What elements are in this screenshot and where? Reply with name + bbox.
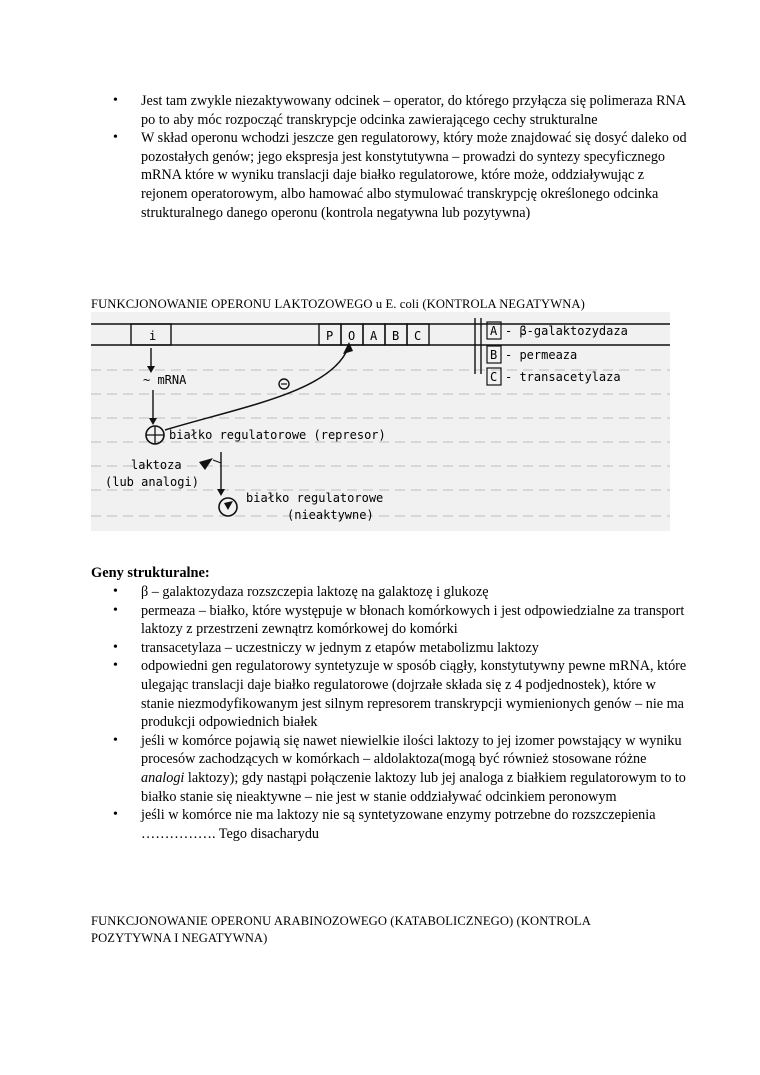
list-item: • jeśli w komórce nie ma laktozy nie są syntetyzowane enzymy potrzebne do rozszczepienia ……………. Tego disacharydu xyxy=(92,806,692,843)
inactive-protein-label: białko regulatorowe xyxy=(246,491,384,505)
ara-operon-title: FUNKCJONOWANIE OPERONU ARABINOZOWEGO (KATABOLICZNEGO) (KONTROLA POZYTYWNA I NEGATYWNA) xyxy=(91,914,591,945)
gene-o-label: O xyxy=(348,329,356,343)
list-item: • β – galaktozydaza rozszczepia laktozę na galaktozę i glukozę xyxy=(92,583,692,602)
lac-operon-diagram xyxy=(91,312,670,531)
intro-bullet-list xyxy=(92,92,692,222)
inactive-protein-sub-label: (nieaktywne) xyxy=(287,508,374,522)
inducer-sub-label: (lub analogi) xyxy=(105,475,199,489)
bullet5-italic: analogi xyxy=(141,769,185,786)
repressor-label: białko regulatorowe (represor) xyxy=(169,428,386,442)
gene-c-label: C xyxy=(414,329,422,343)
legend-gene-c: C xyxy=(490,370,498,384)
bullet5-text-2: laktozy); gdy nastąpi połączenie laktozy lub jej analoga z białkiem regulatorowym to to białko stanie się nieaktywne – nie jest w stanie oddziaływać odcinkiem peronowym xyxy=(141,769,686,805)
legend-text-b: - permeaza xyxy=(505,348,578,362)
legend-text-a: - β-galaktozydaza xyxy=(505,324,628,338)
legend-gene-a: A xyxy=(490,324,498,338)
list-item: • transacetylaza – uczestniczy w jednym z etapów metabolizmu laktozy xyxy=(92,639,692,658)
gene-a-label: A xyxy=(370,329,378,343)
list-item: • odpowiedni gen regulatorowy syntetyzuje w sposób ciągły, konstytutywny pewne mRNA, które ulegając translacji daje białko regulatorowe (dojrzałe składa się z 4 podjednostek), które w stanie niezmodyfikowanym jest silnym represorem transkrypcji wymienionych genów – nie ma produkcji odpowiednich białek xyxy=(92,657,692,731)
inducer-label: laktoza xyxy=(131,458,182,472)
lac-operon-title: FUNKCJONOWANIE OPERONU LAKTOZOWEGO u E. coli (KONTROLA NEGATYWNA) xyxy=(91,297,585,311)
gene-b-label: B xyxy=(392,329,400,343)
legend-text-c: - transacetylaza xyxy=(505,370,621,384)
bullet5-text-1: jeśli w komórce pojawią się nawet niewielkie ilości laktozy to jej izomer powstający w wyniku procesów zachodzących w komórkach – aldolaktoza(mogą być również stosowane różne xyxy=(141,732,682,768)
mrna-label: ~ mRNA xyxy=(143,373,187,387)
structural-genes-list xyxy=(92,583,692,843)
gene-p-label: P xyxy=(326,329,334,343)
structural-genes-heading: Geny strukturalne: xyxy=(91,565,210,581)
list-item: • Jest tam zwykle niezaktywowany odcinek – operator, do którego przyłącza się polimeraza RNA po to aby móc rozpocząć transkrypcje odcinka zawierającego cechy strukturalne xyxy=(92,92,692,129)
legend-gene-b: B xyxy=(490,348,498,362)
gene-i-label: i xyxy=(149,329,157,343)
list-item: • W skład operonu wchodzi jeszcze gen regulatorowy, który może znajdować się dosyć daleko od pozostałych genów; jego ekspresja jest konstytutywna – prowadzi do syntezy specyficznego mRNA które w wyniku translacji daje białko regulatorowe, które może, oddziaływując z rejonem operatorowym, albo hamować albo stymulować transkrypcję określonego odcinka strukturalnego danego operonu (kontrola negatywna lub pozytywna) xyxy=(92,129,692,222)
list-item: • permeaza – białko, które występuje w błonach komórkowych i jest odpowiedzialne za transport laktozy z przestrzeni zewnątrz komórkowej do komórki xyxy=(92,602,692,639)
list-item xyxy=(92,732,692,806)
